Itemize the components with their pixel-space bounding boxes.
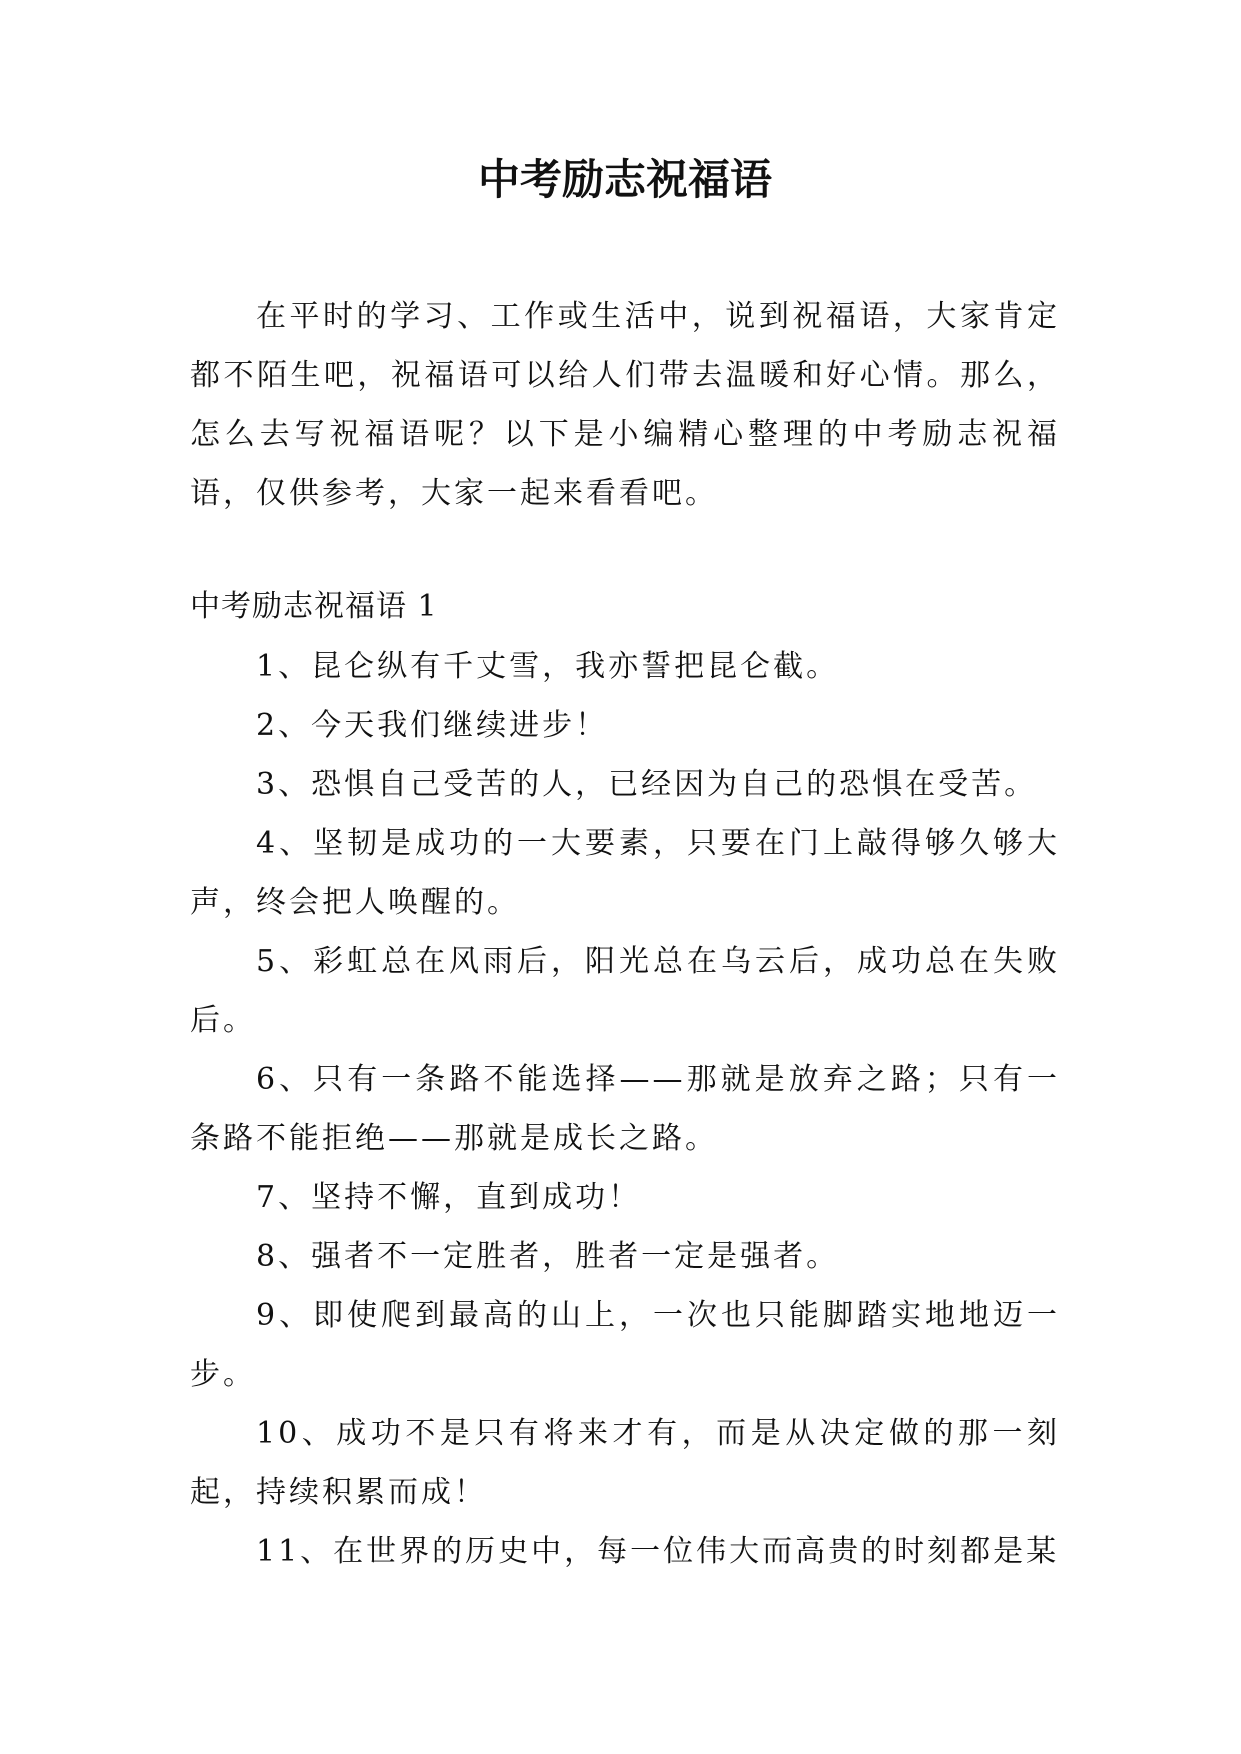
list-item: 2、今天我们继续进步！ bbox=[256, 708, 609, 743]
section-heading: 中考励志祝福语 1 bbox=[190, 589, 438, 624]
list-item: 9、即使爬到最高的山上，一次也只能脚踏实地地迈一步。 bbox=[190, 1298, 1060, 1392]
list-item: 1、昆仑纵有千丈雪，我亦誓把昆仑截。 bbox=[256, 649, 840, 684]
list-item: 8、强者不一定胜者，胜者一定是强者。 bbox=[256, 1239, 840, 1274]
list-item: 10、成功不是只有将来才有，而是从决定做的那一刻起，持续积累而成！ bbox=[190, 1416, 1060, 1510]
document-page bbox=[190, 0, 1060, 1754]
list-item: 11、在世界的历史中，每一位伟大而高贵的时刻都是某 bbox=[256, 1534, 1060, 1569]
document-title: 中考励志祝福语 bbox=[477, 155, 772, 204]
list-item: 7、坚持不懈，直到成功！ bbox=[256, 1180, 642, 1215]
list-item: 6、只有一条路不能选择——那就是放弃之路；只有一条路不能拒绝——那就是成长之路。 bbox=[190, 1062, 1060, 1156]
list-item: 3、恐惧自己受苦的人，已经因为自己的恐惧在受苦。 bbox=[256, 767, 1038, 802]
blessing-list bbox=[190, 637, 1060, 1581]
intro-paragraph: 在平时的学习、工作或生活中，说到祝福语，大家肯定都不陌生吧，祝福语可以给人们带去温暖和好心情。那么，怎么去写祝福语呢？以下是小编精心整理的中考励志祝福语，仅供参考，大家一起来看看吧。 bbox=[190, 299, 1060, 511]
list-item: 4、坚韧是成功的一大要素，只要在门上敲得够久够大声，终会把人唤醒的。 bbox=[190, 826, 1060, 920]
list-item: 5、彩虹总在风雨后，阳光总在乌云后，成功总在失败后。 bbox=[190, 944, 1060, 1038]
